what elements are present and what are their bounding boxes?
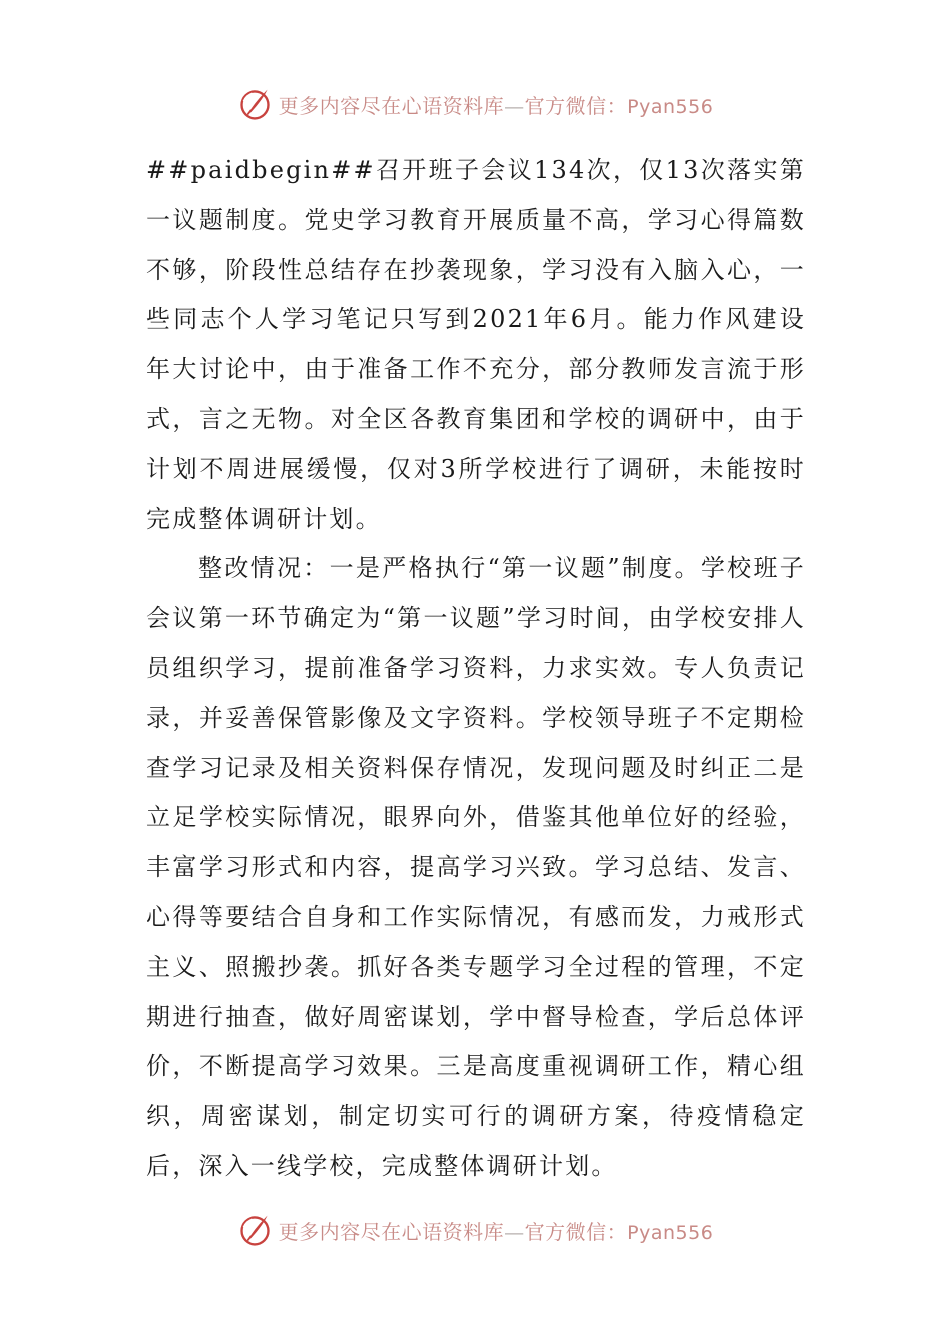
footer-banner-separator: —	[504, 1219, 525, 1244]
header-banner	[0, 82, 950, 126]
header-banner-separator: —	[504, 93, 525, 118]
footer-banner-text	[279, 1216, 714, 1245]
footer-banner-content	[237, 1212, 714, 1248]
footer-banner-official-label: 官方微信：	[524, 1219, 628, 1244]
document-body	[146, 146, 806, 1192]
body-paragraph-2: 整改情况：一是严格执行“第一议题”制度。学校班子会议第一环节确定为“第一议题”学习时间，由学校安排人员组织学习，提前准备学习资料，力求实效。专人负责记录，并妥善保管影像及文字资料。学校领导班子不定期检查学习记录及相关资料保存情况，发现问题及时纠正二是立足学校实际情况，眼界向外，借鉴其他单位好的经验，丰富学习形式和内容，提高学习兴致。学习总结、发言、心得等要结合自身和工作实际情况，有感而发，力戒形式主义、照搬抄袭。抓好各类专题学习全过程的管理，不定期进行抽查，做好周密谋划，学中督导检查，学后总体评价，不断提高学习效果。三是高度重视调研工作，精心组织，周密谋划，制定切实可行的调研方案，待疫情稳定后，深入一线学校，完成整体调研计划。	[146, 554, 806, 1180]
header-banner-official-label: 官方微信：	[524, 93, 628, 118]
header-banner-main-text: 更多内容尽在心语资料库	[278, 93, 505, 118]
body-paragraph-1: ##paidbegin##召开班子会议134次，仅13次落实第一议题制度。党史学习教育开展质量不高，学习心得篇数不够，阶段性总结存在抄袭现象，学习没有入脑入心，一些同志个人学习笔记只写到2021年6月。能力作风建设年大讨论中，由于准备工作不充分，部分教师发言流于形式，言之无物。对全区各教育集团和学校的调研中，由于计划不周进展缓慢，仅对3所学校进行了调研，未能按时完成整体调研计划。	[146, 156, 806, 533]
header-banner-content	[237, 86, 714, 122]
quill-pen-circle-icon	[237, 1212, 273, 1248]
header-banner-wechat-id: Pyan556	[627, 95, 714, 118]
footer-banner-wechat-id: Pyan556	[627, 1221, 714, 1244]
footer-banner	[0, 1208, 950, 1252]
header-banner-text	[279, 90, 714, 119]
quill-pen-circle-icon	[237, 86, 273, 122]
footer-banner-main-text: 更多内容尽在心语资料库	[278, 1219, 505, 1244]
